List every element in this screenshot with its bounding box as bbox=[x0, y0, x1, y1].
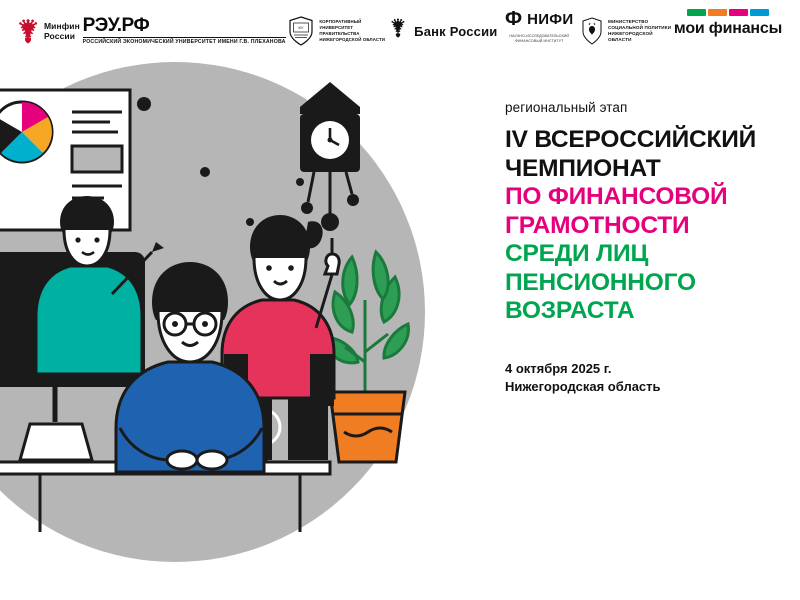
msp-label-line2: СОЦИАЛЬНОЙ ПОЛИТИКИ bbox=[608, 24, 672, 30]
headline-line-3: ПО ФИНАНСОВОЙ bbox=[505, 183, 728, 210]
ku-label-line1: КОРПОРАТИВНЫЙ УНИВЕРСИТЕТ bbox=[319, 19, 362, 30]
ku-label-line2: ПРАВИТЕЛЬСТВА bbox=[319, 31, 360, 36]
ku-label bbox=[319, 19, 385, 43]
bank-rossii-logo bbox=[388, 9, 497, 53]
msp-label-line1: МИНИСТЕРСТВО bbox=[608, 18, 649, 24]
minfin-rossii-logo bbox=[18, 9, 80, 53]
minfin-label bbox=[44, 21, 80, 41]
nifi-symbol-icon: Ф bbox=[504, 8, 523, 30]
msp-label-line3: НИЖЕГОРОДСКОЙ bbox=[608, 31, 653, 36]
korporativnyy-universitet-logo bbox=[288, 9, 385, 53]
cbr-wordmark: Банк России bbox=[414, 23, 498, 39]
headline-line-2: ЧЕМПИОНАТ bbox=[505, 154, 661, 182]
illustration bbox=[0, 62, 470, 600]
nifi-subtitle: НАУЧНО-ИССЛЕДОВАТЕЛЬСКИЙ ФИНАНСОВЫЙ ИНСТИТУТ bbox=[509, 34, 570, 43]
msp-label bbox=[608, 19, 671, 44]
event-region: Нижегородская область bbox=[505, 378, 661, 394]
headline-block bbox=[505, 100, 785, 396]
headline-line-1: IV ВСЕРОССИЙСКИЙ bbox=[505, 126, 757, 153]
headline-line-4: ГРАМОТНОСТИ bbox=[505, 211, 690, 239]
reu-wordmark: РЭУ.РФ bbox=[82, 15, 150, 36]
headline-line-6: ПЕНСИОННОГО bbox=[505, 268, 696, 296]
event-date: 4 октября 2025 г. bbox=[505, 360, 612, 376]
double-eagle-icon bbox=[18, 18, 38, 44]
moi-finansy-wordmark: мои финансы bbox=[673, 20, 783, 37]
event-details bbox=[505, 360, 785, 396]
minfin-label-line2: России bbox=[44, 31, 76, 41]
nifi-logo bbox=[500, 9, 578, 53]
svg-text:КУ: КУ bbox=[298, 25, 304, 31]
partner-logo-bar bbox=[0, 0, 800, 62]
headline-line-7: ВОЗРАСТА bbox=[505, 297, 635, 324]
deer-emblem-icon bbox=[581, 17, 603, 45]
minfin-label-line1: Минфин bbox=[44, 21, 80, 31]
moi-finansy-bars-icon bbox=[687, 9, 769, 16]
nifi-wordmark: НИФИ bbox=[527, 10, 574, 28]
msp-label-line4: ОБЛАСТИ bbox=[608, 37, 632, 43]
shield-icon bbox=[288, 16, 314, 46]
reu-subtitle: РОССИЙСКИЙ ЭКОНОМИЧЕСКИЙ УНИВЕРСИТЕТ ИМЕНИ Г.В. ПЛЕХАНОВА bbox=[82, 39, 286, 45]
headline-line-5: СРЕДИ ЛИЦ bbox=[505, 240, 649, 267]
ministerstvo-socialnoy-politiki-logo bbox=[581, 9, 671, 53]
cbr-emblem-icon bbox=[388, 17, 408, 46]
reu-rf-logo bbox=[83, 9, 286, 53]
moi-finansy-logo bbox=[674, 9, 782, 53]
page-title bbox=[505, 126, 785, 326]
eyebrow-text: региональный этап bbox=[505, 100, 628, 115]
ku-label-line3: НИЖЕГОРОДСКОЙ ОБЛАСТИ bbox=[319, 37, 386, 42]
